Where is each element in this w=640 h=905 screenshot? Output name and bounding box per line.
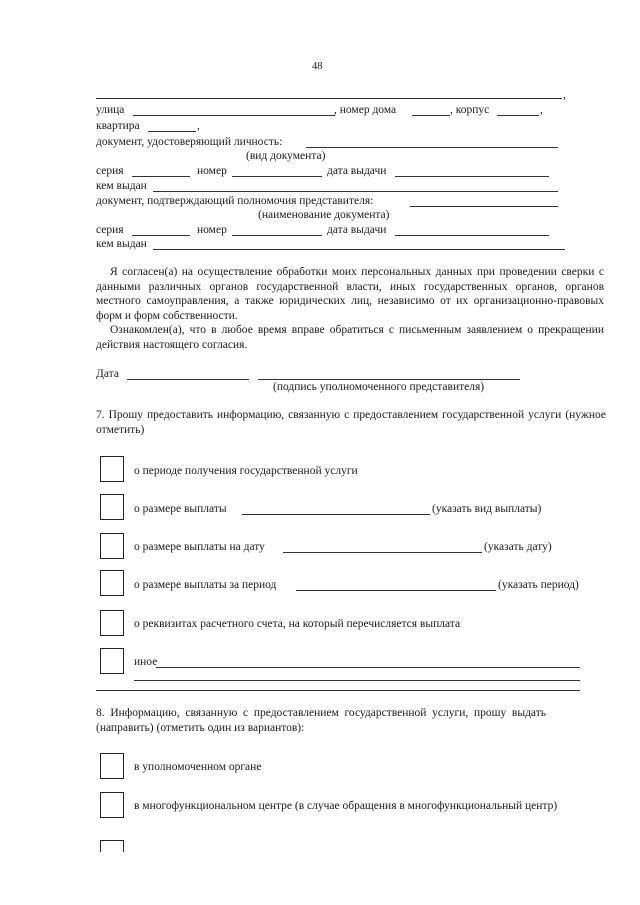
option-amount-field[interactable] [242, 514, 430, 515]
option-amount-date-suffix: (указать дату) [484, 541, 552, 553]
option-period-checkbox[interactable] [100, 456, 124, 482]
comma: , [540, 104, 543, 116]
building-label: , корпус [450, 104, 490, 116]
id-doc-field[interactable] [306, 147, 558, 148]
consent-paragraph: Я согласен(а) на осуществление обработки моих персональных данных при проведении сверки с данными различных органов государственной власти, иных государственных органов, органов местного самоуправления, а также юридических лиц, независимо от их организационно-правовых форм и форм собственности. [96, 266, 604, 322]
id-issued-by-label: кем выдан [96, 180, 147, 192]
authority-doc-caption: (наименование документа) [258, 209, 390, 221]
option-other-label: иное [134, 656, 158, 668]
street-field[interactable] [133, 115, 335, 116]
date-label: Дата [96, 368, 119, 380]
id-series-label: серия [96, 165, 124, 177]
option-amount-period-field[interactable] [296, 590, 496, 591]
apartment-label: квартира [96, 120, 140, 132]
apartment-field[interactable] [148, 131, 196, 132]
house-field[interactable] [412, 115, 450, 116]
option-amount-period-label: о размере выплаты за период [134, 579, 277, 591]
option-amount-suffix: (указать вид выплаты) [432, 503, 542, 515]
option-mfc-checkbox[interactable] [100, 792, 124, 818]
auth-issue-date-label: дата выдачи [327, 224, 387, 236]
date-field[interactable] [127, 379, 249, 380]
option-other-checkbox[interactable] [100, 648, 124, 674]
option-other-field-line3[interactable] [96, 690, 580, 691]
street-label: улица [96, 104, 125, 116]
option-amount-date-checkbox[interactable] [100, 533, 124, 559]
id-doc-caption: (вид документа) [246, 150, 326, 162]
page-number: 48 [312, 61, 323, 72]
option-period-label: о периоде получения государственной услуги [134, 465, 358, 477]
comma: , [563, 89, 566, 101]
auth-series-label: серия [96, 224, 124, 236]
auth-issue-date-field[interactable] [395, 235, 549, 236]
auth-number-field[interactable] [232, 235, 322, 236]
house-label: , номер дома [334, 104, 397, 116]
option-amount-period-suffix: (указать период) [498, 579, 579, 591]
signature-caption: (подпись уполномоченного представителя) [273, 381, 485, 393]
option-other-field[interactable] [156, 667, 580, 668]
authority-doc-field[interactable] [410, 206, 558, 207]
id-issue-date-label: дата выдачи [327, 165, 387, 177]
id-number-field[interactable] [232, 176, 322, 177]
option-account-label: о реквизитах расчетного счета, на который перечисляется выплата [134, 618, 461, 630]
next-option-checkbox[interactable] [100, 840, 124, 852]
building-field[interactable] [497, 115, 539, 116]
auth-series-field[interactable] [132, 235, 190, 236]
section8-heading: 8. Информацию, связанную с предоставлением государственной услуги, прошу выдать (направить) (отметить один из вариантов): [96, 707, 546, 734]
comma: , [197, 120, 200, 132]
id-issue-date-field[interactable] [395, 176, 549, 177]
id-series-field[interactable] [132, 176, 190, 177]
option-authority-label: в уполномоченном органе [134, 761, 262, 773]
address-continuation-line[interactable] [96, 98, 562, 99]
id-doc-label: документ, удостоверяющий личность: [96, 136, 283, 148]
id-issued-by-field[interactable] [153, 191, 558, 192]
auth-issued-by-field[interactable] [153, 249, 565, 250]
option-amount-label: о размере выплаты [134, 503, 227, 515]
id-number-label: номер [197, 165, 227, 177]
option-authority-checkbox[interactable] [100, 753, 124, 779]
option-mfc-label: в многофункциональном центре (в случае обращения в многофункциональный центр) [134, 800, 558, 812]
option-amount-checkbox[interactable] [100, 494, 124, 520]
section7-heading: 7. Прошу предоставить информацию, связанную с предоставлением государственной услуги (нужное отметить) [96, 409, 606, 436]
option-amount-date-field[interactable] [283, 552, 482, 553]
authority-doc-label: документ, подтверждающий полномочия представителя: [96, 195, 374, 207]
auth-number-label: номер [197, 224, 227, 236]
auth-issued-by-label: кем выдан [96, 238, 147, 250]
option-other-field-line2[interactable] [134, 680, 580, 681]
option-account-checkbox[interactable] [100, 610, 124, 636]
consent-acknowledgment: Ознакомлен(а), что в любое время вправе обратиться с письменным заявлением о прекращении действия настоящего согласия. [96, 324, 604, 351]
option-amount-period-checkbox[interactable] [100, 570, 124, 596]
option-amount-date-label: о размере выплаты на дату [134, 541, 265, 553]
